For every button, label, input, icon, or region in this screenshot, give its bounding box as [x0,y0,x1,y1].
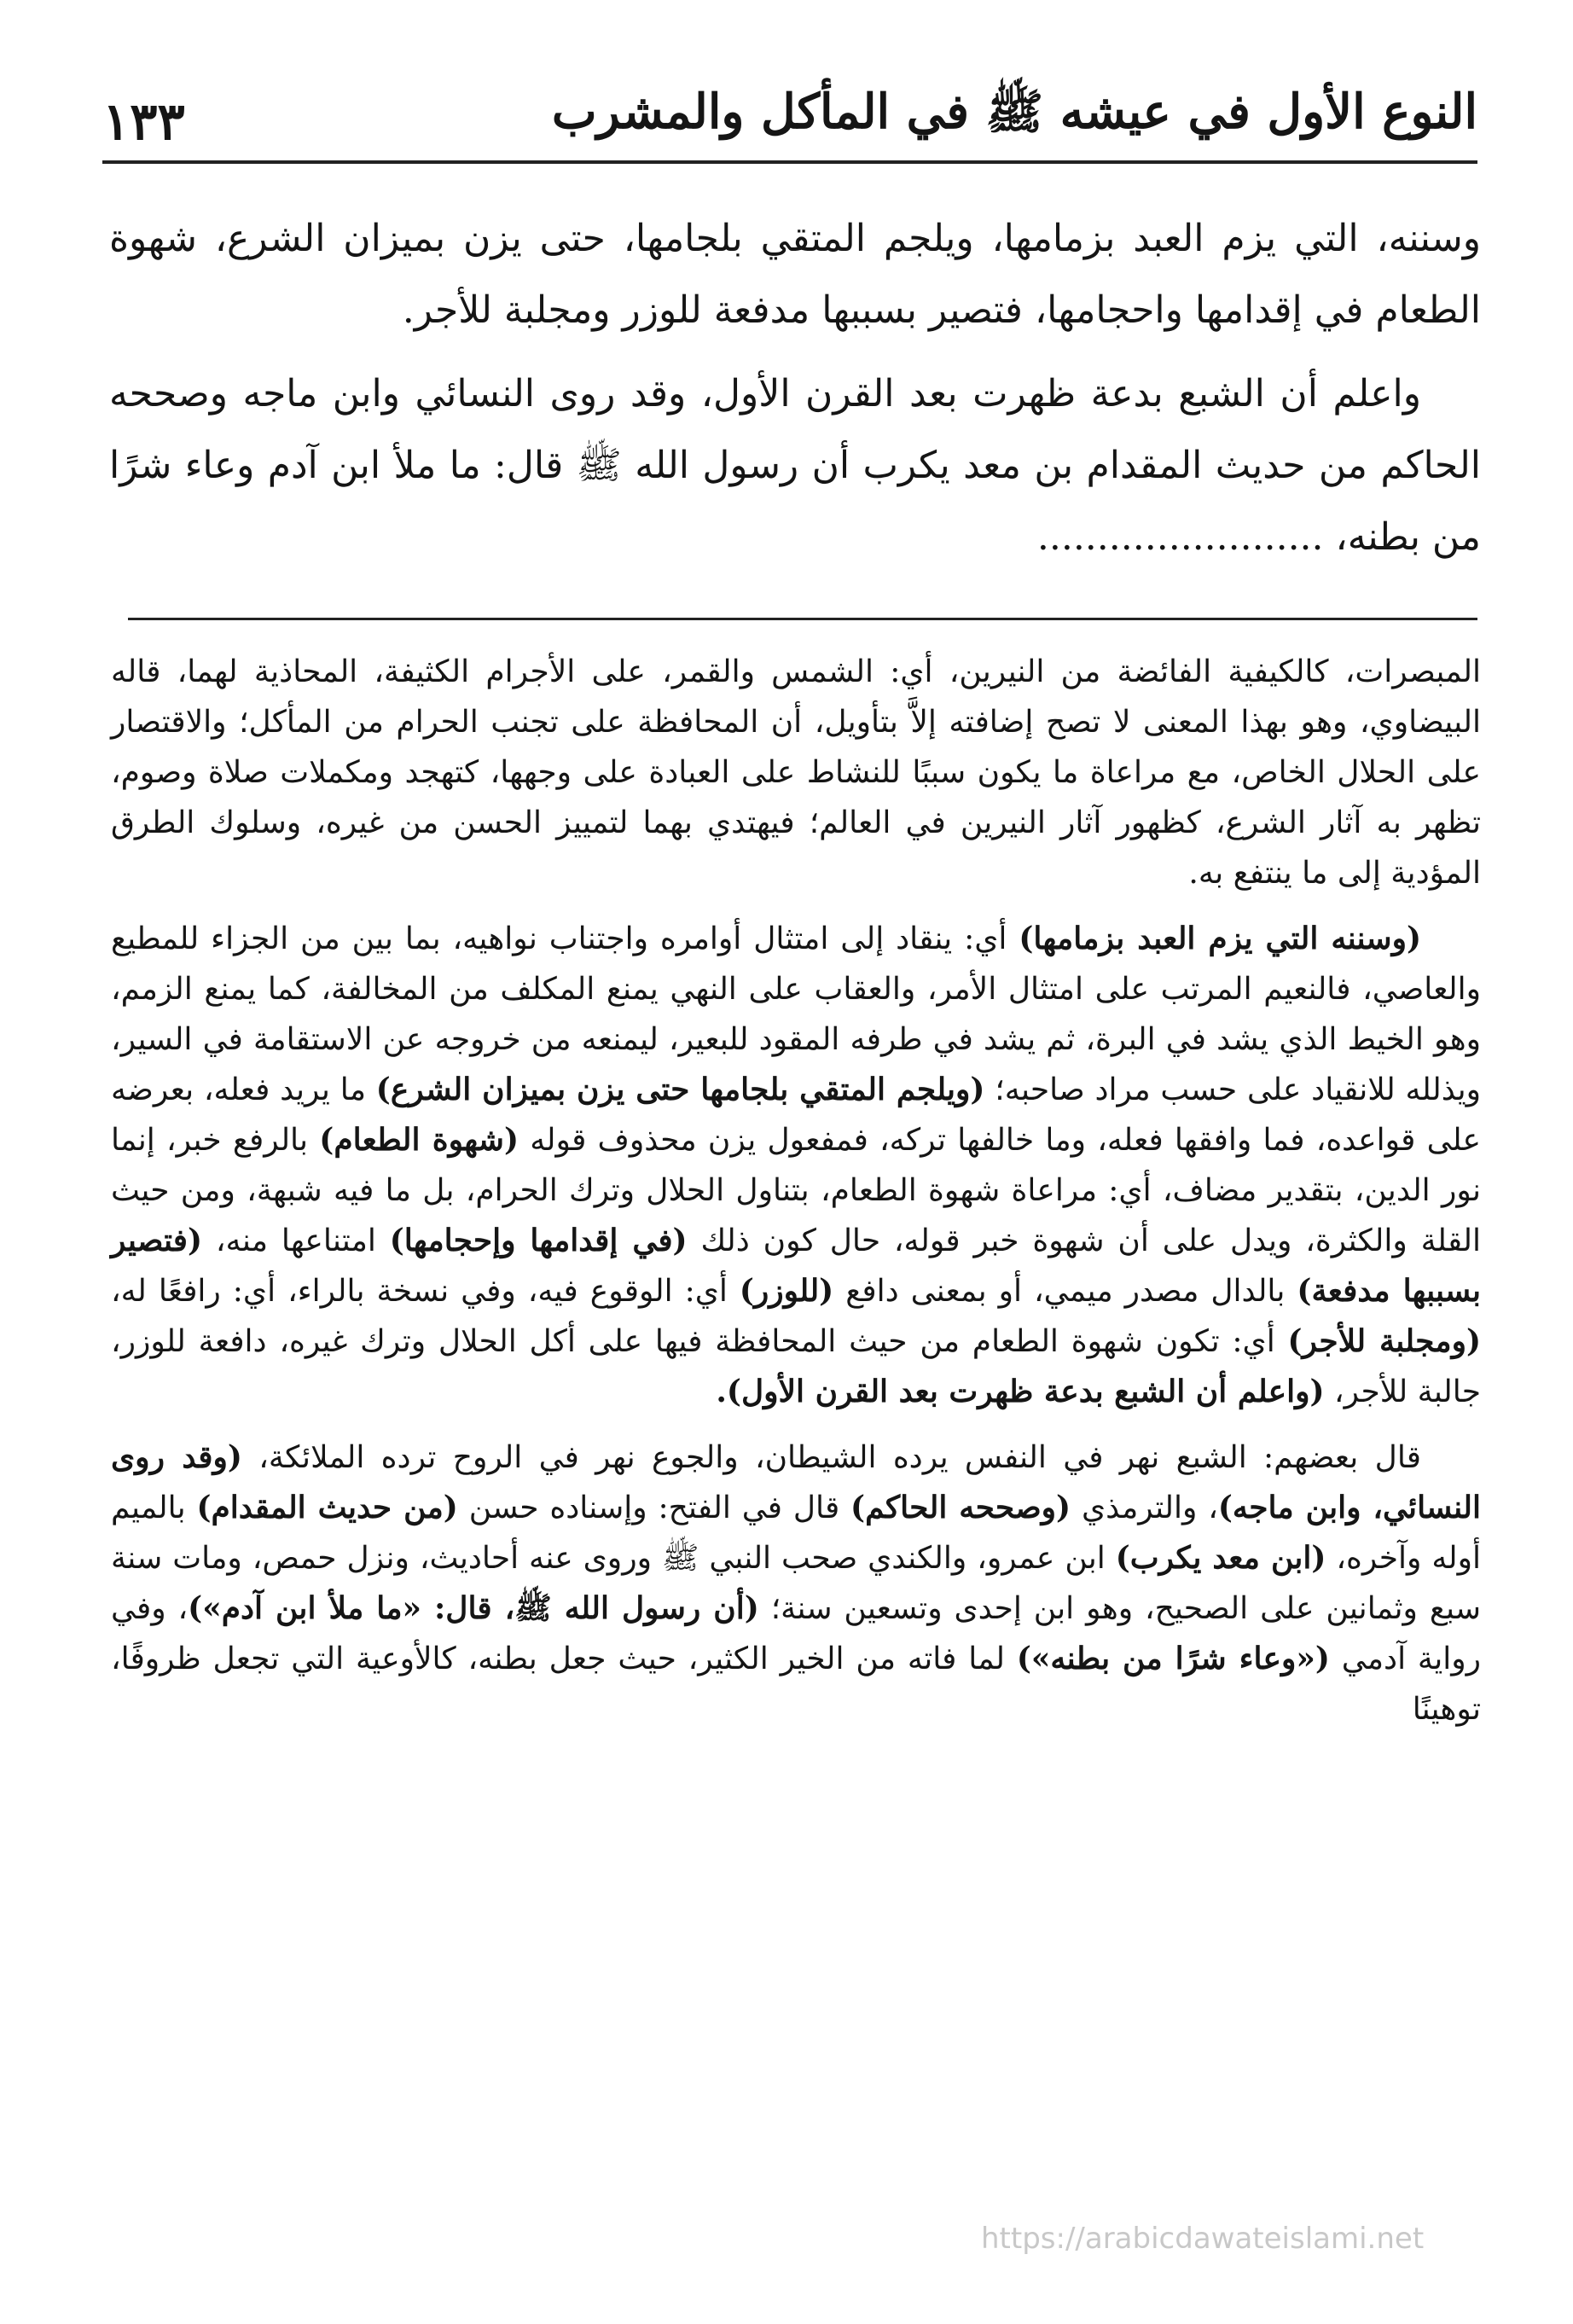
quoted-phrase: («وعاء شرًا من بطنه») [1016,1641,1330,1676]
commentary-text: بالميم أوله وآخره، [111,1490,1481,1576]
quoted-phrase: (واعلم أن الشبع بدعة ظهرت بعد القرن الأول). [716,1374,1325,1409]
quoted-phrase: (للوزر) [739,1273,834,1309]
main-text-paragraph-1: وسننه، التي يزم العبد بزمامها، ويلجم المتقي بلجامها، حتى يزن بميزان الشرع، شهوة الطعام في إقدامها واحجامها، فتصير بسببها مدفعة للوزر ومجلبة للأجر. [109,217,1481,332]
commentary-text: أي: تكون شهوة الطعام من حيث المحافظة فيها على أكل الحلال وترك غيره، دافعة للوزر، جالبة للأجر، [111,1324,1481,1409]
quoted-phrase: (في إقدامها وإحجامها) [389,1223,688,1258]
commentary-text: أي: ينقاد إلى امتثال أوامره واجتناب نواهيه، بما بين من الجزاء للمطيع والعاصي، فالنعيم المرتب على امتثال الأمر، والعقاب على النهي يمنع المكلف من المخالفة، كما يمنع الزمم، وهو الخيط الذي يشد في البرة، ثم يشد في طرفه المقود للبعير، ليمنعه من خروجه عن الاستقامة في السير، ويذلله للانقياد على حسب مراد صاحبه؛ [111,921,1481,1107]
source-watermark: https://arabicdawateislami.net [981,2222,1425,2256]
quoted-phrase: (شهوة الطعام) [319,1122,519,1158]
commentary-text: بالرفع خبر، إنما نور الدين، بتقدير مضاف، أي: مراعاة شهوة الطعام، بتناول الحلال وترك الحرام، بل ما فيه شبهة، ومن حيث القلة والكثرة، ويدل على أن شهوة خبر قوله، حال كون ذلك [111,1123,1482,1258]
commentary-paragraph-1: المبصرات، كالكيفية الفائضة من النيرين، أي: الشمس والقمر، على الأجرام الكثيفة، المحاذية لهما، قاله البيضاوي، وهو بهذا المعنى لا تصح إضافته إلاَّ بتأويل، أن المحافظة على تجنب الحرام من المأكل؛ والاقتصار على الحلال الخاص، مع مراعاة ما يكون سببًا للنشاط على العبادة على وجهها، كتهجد ومكملات صلاة وصوم، تظهر به آثار الشرع، كظهور آثار النيرين في العالم؛ فيهتدي بهما لتمييز الحسن من غيره، وسلوك الطرق المؤدية إلى ما ينتفع به. [111,654,1481,891]
quoted-phrase: (ويلجم المتقي بلجامها حتى يزن بميزان الشرع) [375,1072,985,1107]
quoted-phrase: (وصححه الحاكم) [850,1490,1071,1525]
ellipsis-dots: ........................ [1036,515,1324,559]
commentary-text: ، وفي رواية آدمي [111,1591,1482,1676]
page-header [102,82,1477,164]
footnote-divider [128,618,1477,620]
quoted-phrase: (أن رسول الله ﷺ، قال: «ما ملأ ابن آدم») [188,1590,759,1626]
page-number: ١٣٣ [102,92,185,152]
quoted-phrase: (وسننه التي يزم العبد بزمامها) [1019,921,1421,956]
commentary-text: ابن عمرو، والكندي صحب النبي ﷺ وروى عنه أحاديث، ونزل حمص، ومات سنة سبع وثمانين على الصحيح، وهو ابن إحدى وتسعين سنة؛ [111,1541,1482,1626]
commentary-text: قال في الفتح: وإسناده حسن [457,1490,851,1525]
quoted-phrase: (من حديث المقدام) [196,1490,458,1525]
main-text-paragraph-2-text: واعلم أن الشبع بدعة ظهرت بعد القرن الأول، وقد روى النسائي وابن ماجه وصححه الحاكم من حديث المقدام بن معد يكرب أن رسول الله ﷺ قال: ما ملأ ابن آدم وعاء شرًا من بطنه، [109,372,1481,559]
commentary-paragraph-2 [111,914,1481,1417]
main-text-paragraph-2 [109,358,1481,573]
commentary-paragraph-3 [111,1432,1481,1734]
quoted-phrase: (وقد روى النسائي، وابن ماجه) [111,1439,1481,1525]
quoted-phrase: (ابن معد يكرب) [1115,1540,1326,1576]
commentary-text: لما فاته من الخير الكثير، حيث جعل بطنه، كالأوعية التي تجعل ظروفًا، توهينًا [111,1641,1481,1727]
running-title: النوع الأول في عيشه ﷺ في المأكل والمشرب [551,84,1477,140]
commentary-text: ، والترمذي [1071,1490,1218,1525]
commentary-text: امتناعها منه، [202,1223,390,1258]
main-text [109,203,1481,585]
commentary-text: ما يريد فعله، بعرضه على قواعده، فما وافقها فعله، وما خالفها تركه، فمفعول يزن محذوف قوله [111,1072,1482,1158]
commentary-text: بالدال مصدر ميمي، أو بمعنى دافع [833,1274,1297,1309]
commentary-text: أي: الوقوع فيه، وفي نسخة بالراء، أي: رافعًا له، [111,1274,740,1309]
quoted-phrase: (فتصير بسببها مدفعة) [111,1223,1482,1309]
commentary [111,647,1481,1750]
quoted-phrase: (ومجلبة للأجر) [1287,1323,1482,1359]
commentary-text: قال بعضهم: الشبع نهر في النفس يرده الشيطان، والجوع نهر في الروح ترده الملائكة، [241,1440,1421,1475]
